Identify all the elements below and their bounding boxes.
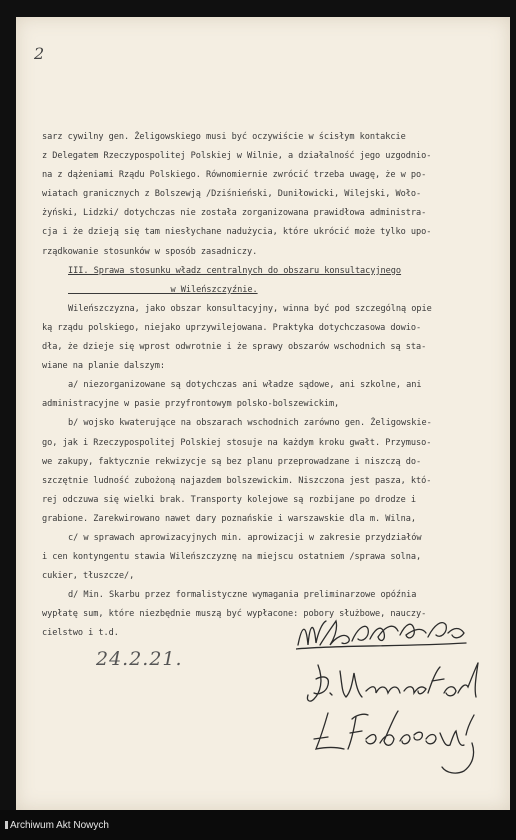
text-line-content: b/ wojsko kwaterujące na obszarach wschodnich zarówno gen. Żeligowskie-: [68, 418, 432, 429]
text-line: [42, 338, 482, 357]
text-line-content: grabione. Zarekwirowano nawet dary poznańskie i warszawskie dla m. Wilna,: [42, 513, 417, 524]
text-line: [42, 548, 482, 567]
signature-1: [296, 621, 466, 649]
archive-name: Archiwum Akt Nowych: [10, 820, 109, 831]
text-line: [42, 491, 482, 510]
text-line-content: rządkowanie stosunków w sposób zasadniczy.: [42, 246, 258, 257]
text-line: [42, 529, 482, 548]
text-line: [42, 434, 482, 453]
text-line: [42, 262, 482, 281]
text-line-content: Wileńszczyzna, jako obszar konsultacyjny, winna być pod szczególną opie: [68, 303, 432, 314]
text-line-content: administracyjne w pasie przyfrontowym polsko-bolszewickim,: [42, 399, 340, 410]
archive-logo-icon: [5, 821, 8, 829]
text-line: [42, 376, 482, 395]
document-body: [42, 128, 482, 644]
text-line-content: sarz cywilny gen. Żeligowskiego musi być oczywiście w ścisłym kontakcie: [42, 132, 406, 142]
text-line: [42, 300, 482, 319]
page-number: 2: [34, 44, 45, 63]
footer-bar: [0, 810, 516, 840]
text-line-content: cja i że dzieją się tam niesłychane nadużycia, które ukrócić może tylko upo-: [42, 227, 432, 238]
text-line-content: szczętnie ludność zubożoną najazdem bolszewickim. Niszczona jest pasza, któ-: [42, 475, 432, 486]
signatures: [296, 615, 486, 775]
text-line: [42, 510, 482, 529]
text-line-content: żyński, Lidzki/ dotychczas nie została zorganizowana prawidłowa administra-: [42, 208, 427, 219]
text-line-content: a/ niezorganizowane są dotychczas ani władze sądowe, ani szkolne, ani: [68, 380, 422, 391]
text-line-content: wiatach granicznych z Bolszewją /Dziśnieński, Duniłowicki, Wilejski, Woło-: [42, 189, 422, 200]
text-line-content: i cen kontyngentu stawia Wileńszczyznę na miejscu ostatniem /sprawa solna,: [42, 552, 422, 563]
signature-3: [314, 711, 474, 773]
handwritten-date: 24.2.21.: [96, 648, 183, 670]
text-line: [42, 243, 482, 262]
text-line: [42, 414, 482, 433]
text-line: [42, 453, 482, 472]
text-line: [42, 223, 482, 242]
text-line: [42, 567, 482, 586]
text-line-content: rej odczuwa się wielki brak. Transporty kolejowe są rozbijane po drodze i: [42, 494, 417, 505]
text-line-content: we zakupy, faktycznie rekwizycje są bez planu przeprowadzane i niszczą do-: [42, 456, 422, 467]
text-line: [42, 472, 482, 491]
text-line-content: c/ w sprawach aprowizacyjnych min. aprowizacji w zakresie przydziałów: [68, 532, 422, 543]
signature-2: [307, 663, 478, 701]
text-line: [42, 166, 482, 185]
text-line-content: cielstwo i t.d.: [42, 628, 119, 639]
text-line: [42, 147, 482, 166]
text-line: [42, 395, 482, 414]
text-line-content: dła, że dzieje się wprost odwrotnie i że sprawy obszarów wschodnich są sta-: [42, 342, 427, 353]
text-line-content: III. Sprawa stosunku władz centralnych do obszaru konsultacyjnego: [68, 265, 402, 276]
text-line: [42, 357, 482, 376]
text-line-content: ką rządu polskiego, niejako uprzywilejowana. Praktyka dotychczasowa dowio-: [42, 322, 422, 333]
text-line: [42, 185, 482, 204]
text-line-content: na z dążeniami Rządu Polskiego. Równomiernie zwrócić trzeba uwagę, że w po-: [42, 170, 427, 181]
text-line-content: wypłatę sum, które niezbędnie muszą być wypłacone: pobory służbowe, nauczy-: [42, 609, 427, 620]
text-line-content: d/ Min. Skarbu przez formalistyczne wymagania preliminarzowe opóźnia: [68, 590, 417, 601]
text-line-content: go, jak i Rzeczypospolitej Polskiej stosuje na każdym kroku gwałt. Przymuso-: [42, 437, 432, 448]
text-line-content: wiane na planie dalszym:: [42, 361, 165, 372]
text-line: [42, 319, 482, 338]
text-line-content: w Wileńszczyźnie.: [68, 284, 258, 295]
text-line: [42, 586, 482, 605]
text-line: [42, 128, 482, 147]
text-line: [42, 281, 482, 300]
text-line-content: cukier, tłuszcze/,: [42, 571, 135, 582]
text-line-content: z Delegatem Rzeczypospolitej Polskiej w Wilnie, a działalność jego uzgodnio-: [42, 151, 432, 162]
text-line: [42, 204, 482, 223]
